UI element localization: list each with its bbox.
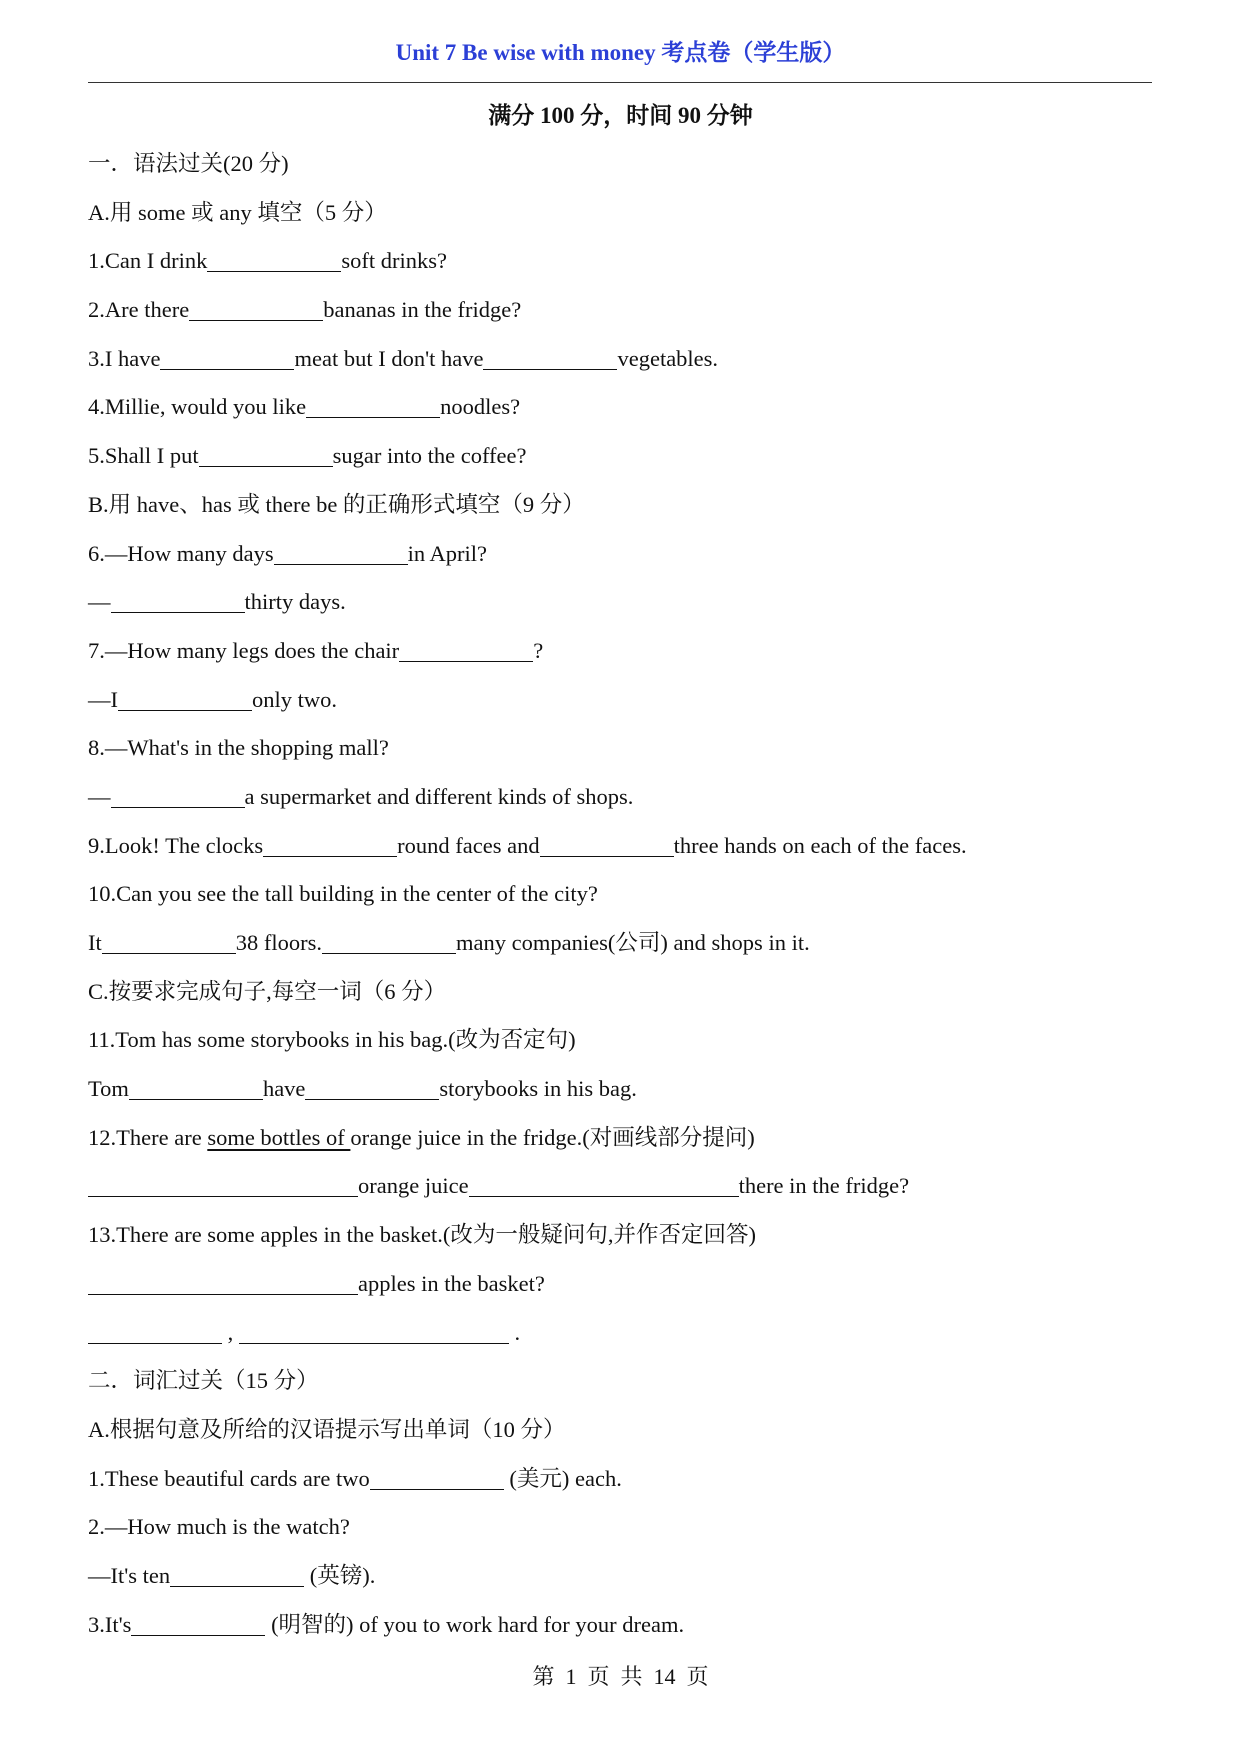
answer-blank[interactable] — [399, 660, 533, 662]
answer-blank[interactable] — [483, 368, 617, 370]
question-line: —I only two. — [88, 686, 338, 712]
question-line: — a supermarket and different kinds of shops. — [88, 783, 634, 809]
answer-blank[interactable] — [118, 709, 252, 711]
answer-blank[interactable] — [189, 319, 323, 321]
header-title: Unit 7 Be wise with money 考点卷（学生版） — [395, 40, 846, 65]
exam-subtitle: 满分 100 分，时间 90 分钟 — [488, 103, 753, 128]
question-line: 6.—How many days in April? — [88, 540, 487, 566]
question-line: 2.—How much is the watch? — [88, 1514, 350, 1540]
question-line: , . — [88, 1309, 1168, 1358]
answer-blank[interactable] — [322, 952, 456, 954]
answer-blank[interactable] — [540, 855, 674, 857]
question-line: — thirty days. — [88, 589, 346, 615]
part-heading: A.根据句意及所给的汉语提示写出单词（10 分） — [88, 1416, 566, 1442]
answer-blank[interactable] — [306, 416, 440, 418]
answer-blank[interactable] — [129, 1098, 263, 1100]
question-line: 1.Can I drink soft drinks? — [88, 248, 447, 274]
question-line: apples in the basket? — [88, 1260, 1168, 1309]
section-heading: 二．词汇过关（15 分） — [88, 1368, 319, 1394]
part-heading: C.按要求完成句子,每空一词（6 分） — [88, 978, 447, 1004]
question-line: Tom have storybooks in his bag. — [88, 1076, 637, 1102]
answer-blank[interactable] — [88, 1195, 358, 1197]
exam-content — [88, 140, 1168, 1649]
answer-blank[interactable] — [199, 465, 333, 467]
question-line: 4.Millie, would you like noodles? — [88, 394, 521, 420]
answer-blank[interactable] — [239, 1342, 509, 1344]
question-line: 9.Look! The clocks round faces and three hands on each of the faces. — [88, 832, 967, 858]
question-line: orange juice there in the fridge? — [88, 1162, 1168, 1211]
answer-blank[interactable] — [207, 270, 341, 272]
question-line: 2.Are there bananas in the fridge? — [88, 297, 522, 323]
answer-blank[interactable] — [170, 1585, 304, 1587]
answer-blank[interactable] — [111, 611, 245, 613]
answer-blank[interactable] — [263, 855, 397, 857]
answer-blank[interactable] — [88, 1293, 358, 1295]
answer-blank[interactable] — [131, 1634, 265, 1636]
answer-blank[interactable] — [370, 1488, 504, 1490]
part-heading: A.用 some 或 any 填空（5 分） — [88, 199, 387, 225]
page-footer: 第 1 页 共 14 页 — [532, 1664, 709, 1689]
question-line: 8.—What's in the shopping mall? — [88, 735, 389, 761]
part-heading: B.用 have、has 或 there be 的正确形式填空（9 分） — [88, 491, 585, 517]
question-line: 1.These beautiful cards are two (美元) each. — [88, 1465, 622, 1491]
answer-blank[interactable] — [305, 1098, 439, 1100]
answer-blank[interactable] — [88, 1342, 222, 1344]
answer-blank[interactable] — [160, 368, 294, 370]
header-rule — [88, 82, 1152, 83]
underlined-phrase: some bottles of — [207, 1124, 351, 1150]
answer-blank[interactable] — [102, 952, 236, 954]
question-line: It 38 floors. many companies(公司) and shops in it. — [88, 930, 810, 955]
question-line: 11.Tom has some storybooks in his bag.(改为否定句) — [88, 1027, 576, 1053]
question-line: 13.There are some apples in the basket.(改为一般疑问句,并作否定回答) — [88, 1222, 756, 1248]
question-line: 7.—How many legs does the chair ? — [88, 637, 544, 663]
answer-blank[interactable] — [469, 1195, 739, 1197]
section-heading: 一．语法过关(20 分) — [88, 151, 289, 176]
answer-blank[interactable] — [111, 806, 245, 808]
question-line: 12.There are some bottles of orange juice in the fridge.(对画线部分提问) — [88, 1124, 755, 1150]
answer-blank[interactable] — [274, 563, 408, 565]
question-line: 10.Can you see the tall building in the center of the city? — [88, 881, 598, 907]
question-line: 3.It's (明智的) of you to work hard for your dream. — [88, 1611, 685, 1637]
question-line: 5.Shall I put sugar into the coffee? — [88, 443, 527, 469]
question-line: 3.I have meat but I don't have vegetables. — [88, 345, 719, 371]
question-line: —It's ten (英镑). — [88, 1562, 376, 1588]
